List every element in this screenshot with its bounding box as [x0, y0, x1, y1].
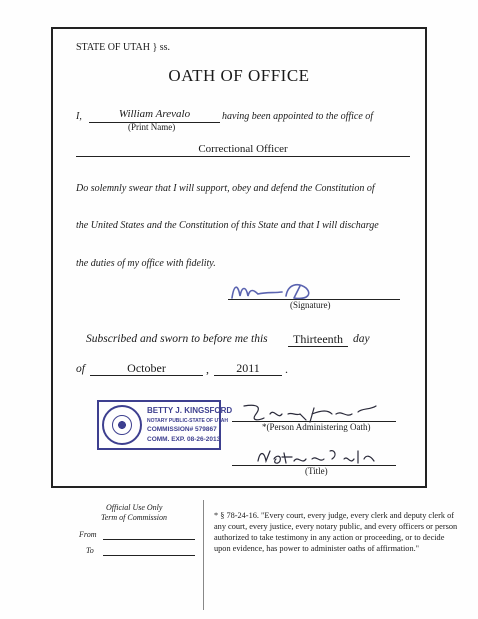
sworn-prefix: Subscribed and sworn to before me this	[86, 333, 268, 345]
sworn-day-suffix: day	[353, 333, 370, 345]
stamp-name: BETTY J. KINGSFORD	[147, 406, 233, 415]
stamp-line-3: COMMISSION# 579867	[147, 426, 217, 433]
line1-suffix: having been appointed to the office of	[222, 111, 374, 122]
notary-stamp	[97, 400, 233, 450]
sworn-month-line	[90, 375, 203, 376]
notary-seal-icon	[102, 405, 142, 445]
from-line	[103, 539, 195, 540]
statute-footnote: * § 78-24-16. "Every court, every judge, every clerk and deputy clerk of any court, every justice, every notary public, and every officers or person authorized to take testimony in any action or proceeding, or to decide upon evidence, has power to administer oaths of affirmation."	[214, 511, 458, 553]
oath-line-1: Do solemnly swear that I will support, obey and defend the Constitution of	[76, 183, 375, 194]
of-label: of	[76, 363, 85, 375]
sworn-year-line	[214, 375, 282, 376]
sworn-year: 2011	[236, 361, 260, 375]
sworn-day: Thirteenth	[293, 332, 343, 346]
office-value: Correctional Officer	[198, 143, 288, 155]
office-line	[76, 156, 410, 157]
official-use-label: Official Use Only	[106, 503, 163, 512]
page-title: OATH OF OFFICE	[168, 66, 310, 85]
printed-name: William Arevalo	[118, 108, 191, 120]
term-label: Term of Commission	[101, 513, 167, 522]
oath-line-2: the United States and the Constitution of this State and that I will discharge	[76, 220, 379, 231]
footer-divider	[203, 500, 204, 610]
print-name-label: (Print Name)	[128, 122, 176, 132]
venue-state: STATE OF UTAH	[76, 42, 150, 53]
administrator-label: *(Person Administering Oath)	[262, 422, 371, 432]
stamp-line-4: COMM. EXP. 08-26-2013	[147, 436, 221, 443]
oath-line-3: the duties of my office with fidelity.	[76, 258, 216, 269]
venue	[76, 42, 170, 53]
title-label: (Title)	[305, 466, 328, 476]
signature-label: (Signature)	[290, 300, 331, 310]
date-period: .	[285, 362, 288, 376]
date-comma: ,	[206, 362, 209, 376]
line1-prefix: I,	[76, 111, 82, 122]
to-line	[103, 555, 195, 556]
to-label: To	[86, 546, 94, 555]
sworn-month: October	[127, 361, 166, 375]
venue-suffix: } ss.	[152, 42, 171, 53]
sworn-day-line	[288, 346, 348, 347]
stamp-line-2: NOTARY PUBLIC-STATE OF UTAH	[147, 418, 229, 424]
from-label: From	[79, 530, 97, 539]
